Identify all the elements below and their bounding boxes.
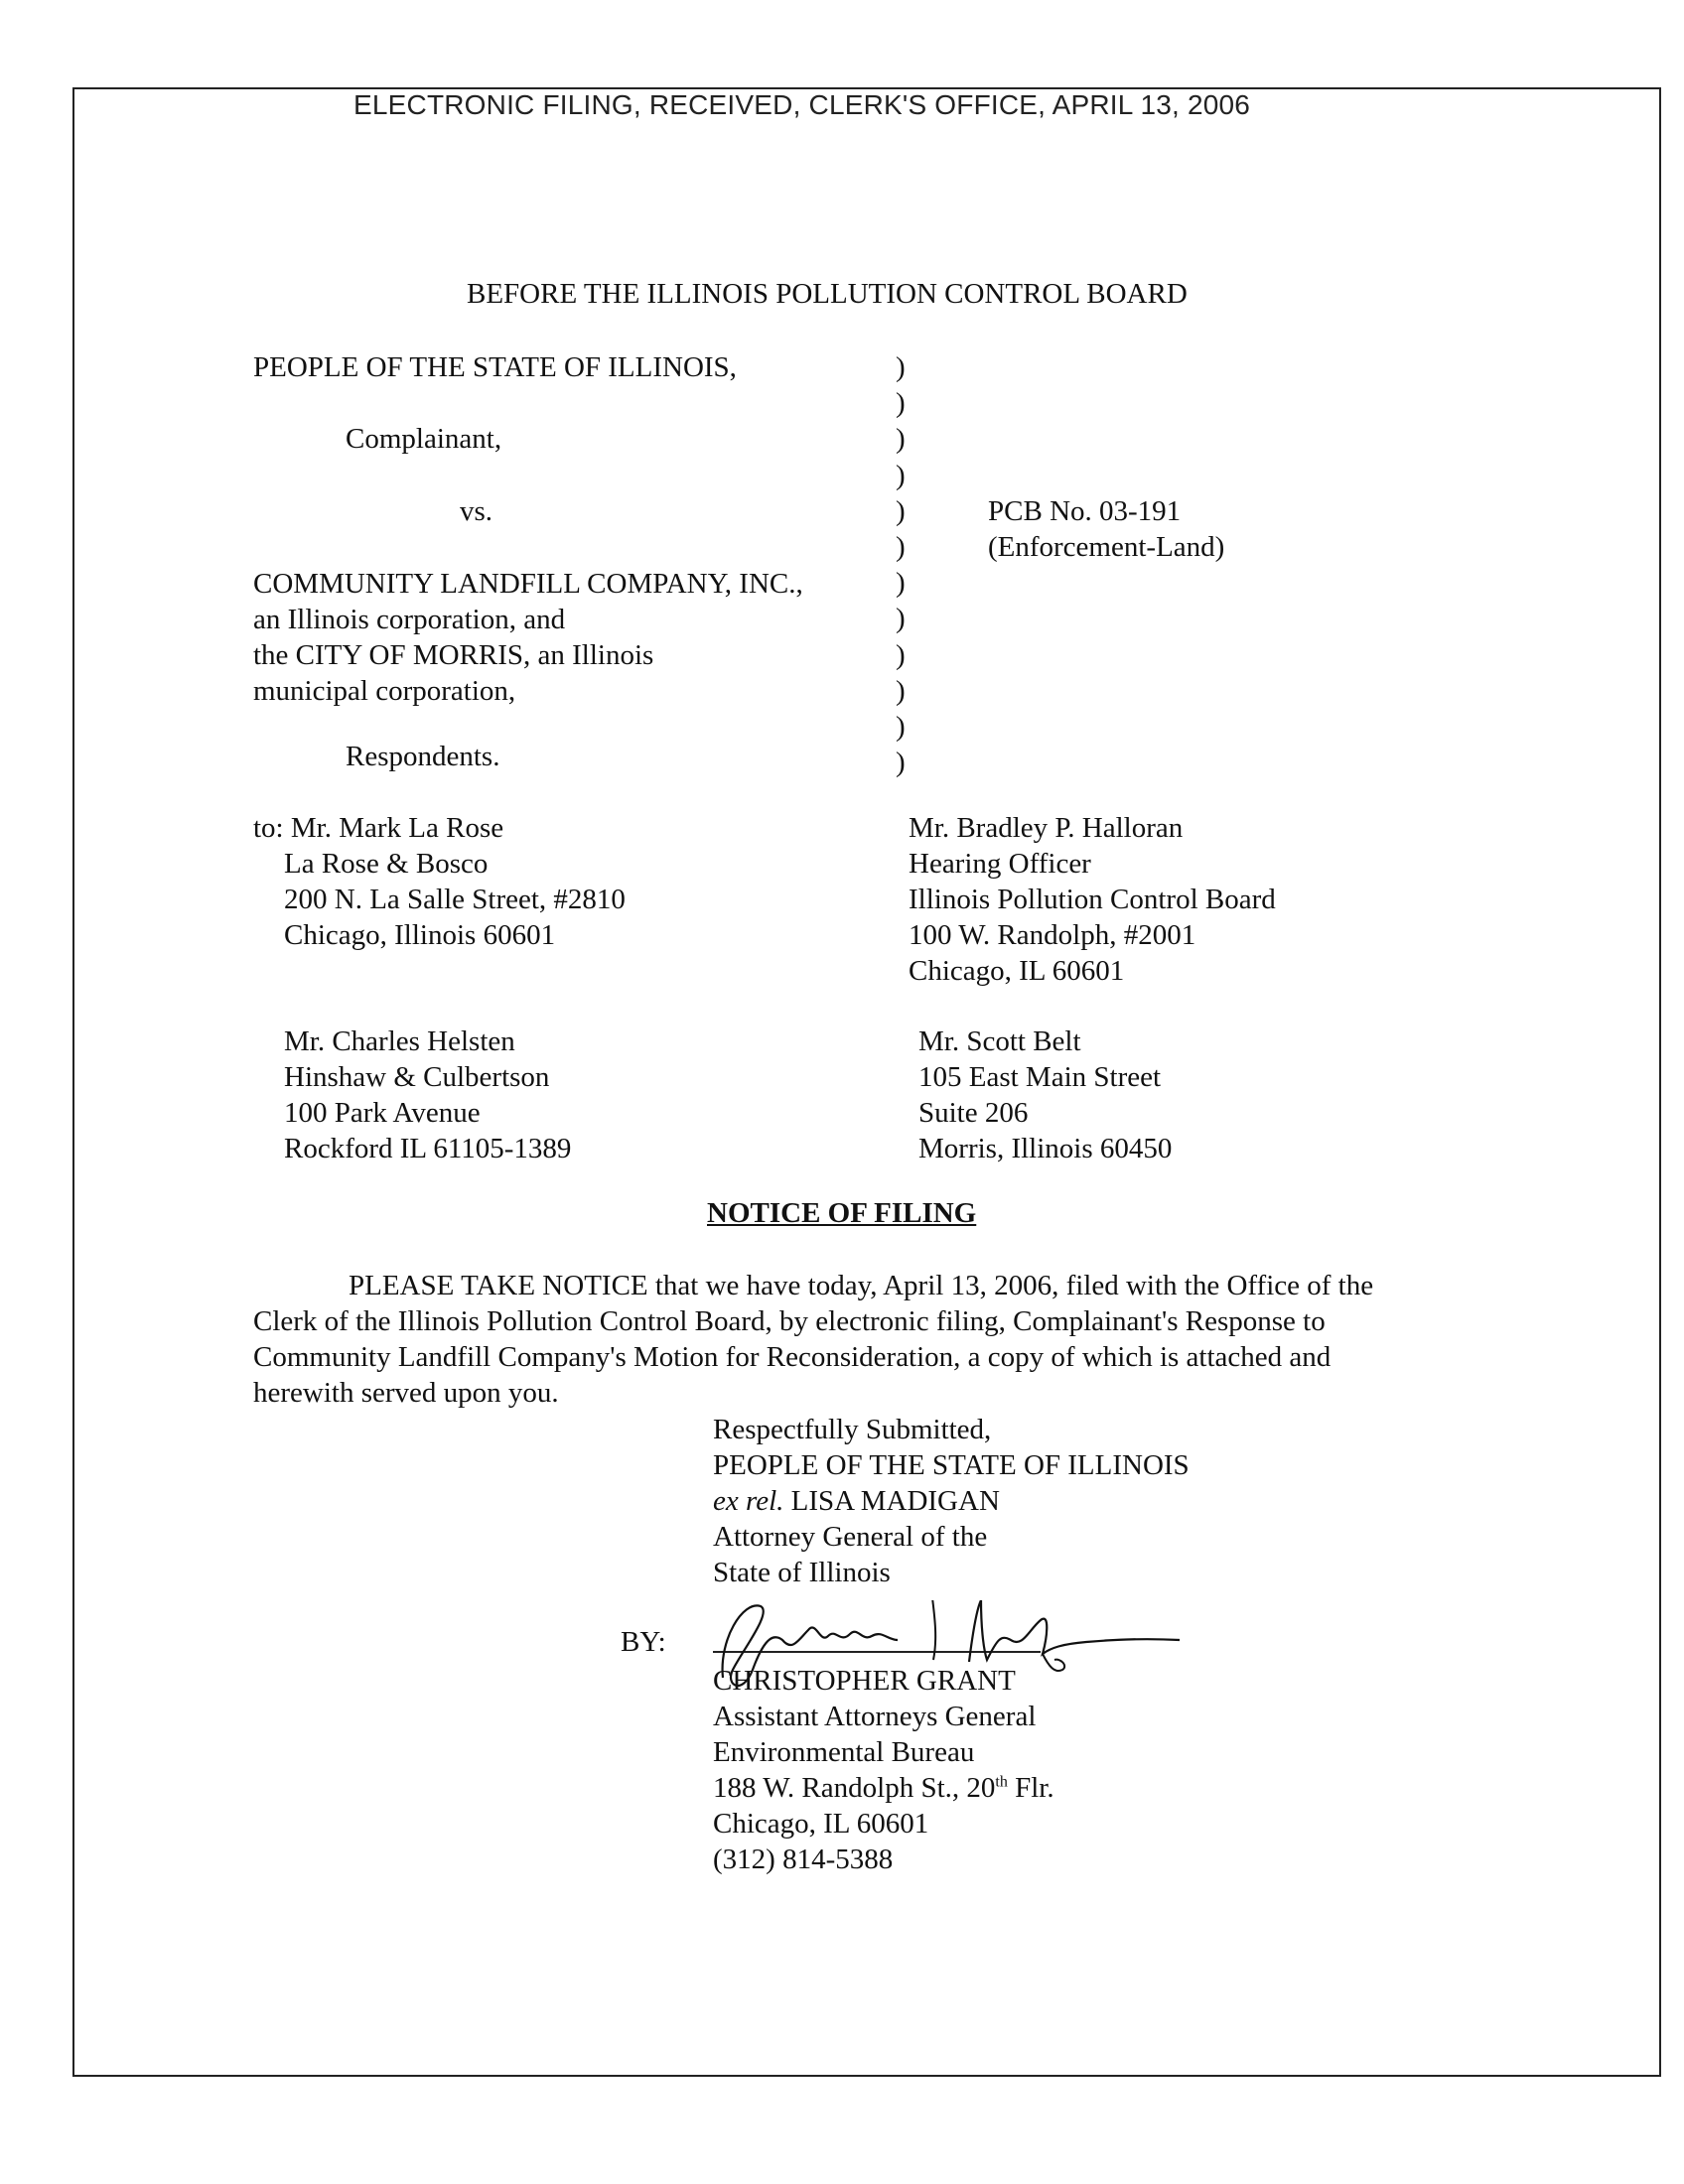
address-line: 200 N. La Salle Street, #2810 [284, 884, 626, 915]
people-line: PEOPLE OF THE STATE OF ILLINOIS [713, 1449, 1190, 1481]
paren: ) [896, 423, 906, 456]
address-line: La Rose & Bosco [284, 848, 489, 880]
phone: (312) 814-5388 [713, 1843, 894, 1875]
ex-rel-name: LISA MADIGAN [790, 1485, 1000, 1517]
notice-title: NOTICE OF FILING [707, 1197, 977, 1229]
street-pre: 188 W. Randolph St., 20 [713, 1772, 996, 1804]
respondent-line: COMMUNITY LANDFILL COMPANY, INC., [253, 568, 803, 600]
respondent-line: municipal corporation, [253, 675, 516, 707]
addressee-helsten [284, 1024, 571, 1166]
signer-title: Assistant Attorneys General [713, 1701, 1037, 1732]
address-line: 100 Park Avenue [284, 1097, 481, 1129]
address-line: Morris, Illinois 60450 [918, 1133, 1173, 1164]
board-heading: BEFORE THE ILLINOIS POLLUTION CONTROL BOARD [467, 278, 1188, 310]
address-line: Suite 206 [918, 1097, 1029, 1129]
paren: ) [896, 711, 906, 744]
address-line: Rockford IL 61105-1389 [284, 1133, 572, 1164]
paren: ) [896, 674, 906, 707]
case-no: PCB No. 03-191 [988, 495, 1182, 527]
addressee-larose [253, 810, 626, 953]
closing: Respectfully Submitted, [713, 1414, 992, 1445]
address-line: Hinshaw & Culbertson [284, 1061, 550, 1093]
address-line: Mr. Scott Belt [918, 1025, 1081, 1057]
address-line: Chicago, IL 60601 [909, 955, 1125, 987]
case-number [988, 493, 1224, 565]
versus-label: vs. [460, 495, 493, 527]
address-line: Hearing Officer [909, 848, 1091, 880]
notice-body [253, 1268, 1373, 1411]
ex-rel: ex rel. [713, 1485, 784, 1517]
paren: ) [896, 459, 906, 491]
by-label: BY: [621, 1626, 666, 1658]
notice-line: herewith served upon you. [253, 1377, 559, 1409]
notice-line: PLEASE TAKE NOTICE that we have today, April 13, 2006, filed with the Office of the [349, 1270, 1374, 1301]
addressee-belt [918, 1024, 1172, 1166]
address-line: Chicago, Illinois 60601 [284, 919, 556, 951]
city: Chicago, IL 60601 [713, 1808, 929, 1840]
address-line: 105 East Main Street [918, 1061, 1162, 1093]
notice-line: Clerk of the Illinois Pollution Control Board, by electronic filing, Complainant's Response to [253, 1305, 1326, 1337]
paren: ) [896, 747, 906, 779]
paren: ) [896, 351, 906, 383]
notice-line: Community Landfill Company's Motion for Reconsideration, a copy of which is attached and [253, 1341, 1332, 1373]
addressee-halloran [909, 810, 1276, 989]
address-line: Mr. Mark La Rose [290, 812, 504, 844]
respondent-line: an Illinois corporation, and [253, 604, 566, 635]
address-line: 100 W. Randolph, #2001 [909, 919, 1196, 951]
case-type: (Enforcement-Land) [988, 531, 1225, 563]
caption-parentheses [896, 349, 906, 780]
paren: ) [896, 531, 906, 564]
paren: ) [896, 567, 906, 600]
address-line: Mr. Charles Helsten [284, 1025, 515, 1057]
street-address [713, 1770, 1054, 1806]
role-complainant: Complainant, [346, 423, 502, 455]
signature-block [713, 1412, 1190, 1590]
respondent-line: the CITY OF MORRIS, an Illinois [253, 639, 654, 671]
paren: ) [896, 603, 906, 635]
paren: ) [896, 387, 906, 420]
role-respondents: Respondents. [346, 741, 500, 772]
address-line: Mr. Bradley P. Halloran [909, 812, 1184, 844]
signer-block [713, 1663, 1054, 1877]
party-respondents [253, 566, 803, 709]
filing-stamp: ELECTRONIC FILING, RECEIVED, CLERK'S OFFICE, APRIL 13, 2006 [353, 89, 1251, 120]
to-label: to: [253, 812, 284, 844]
signer-name: CHRISTOPHER GRANT [713, 1665, 1016, 1697]
ag-line: Attorney General of the [713, 1521, 988, 1553]
paren: ) [896, 494, 906, 527]
party-complainant: PEOPLE OF THE STATE OF ILLINOIS, [253, 351, 737, 383]
bureau: Environmental Bureau [713, 1736, 975, 1768]
street-post: Flr. [1007, 1772, 1054, 1804]
address-line: Illinois Pollution Control Board [909, 884, 1276, 915]
street-sup: th [995, 1773, 1008, 1791]
paren: ) [896, 638, 906, 671]
ag-line: State of Illinois [713, 1557, 891, 1588]
